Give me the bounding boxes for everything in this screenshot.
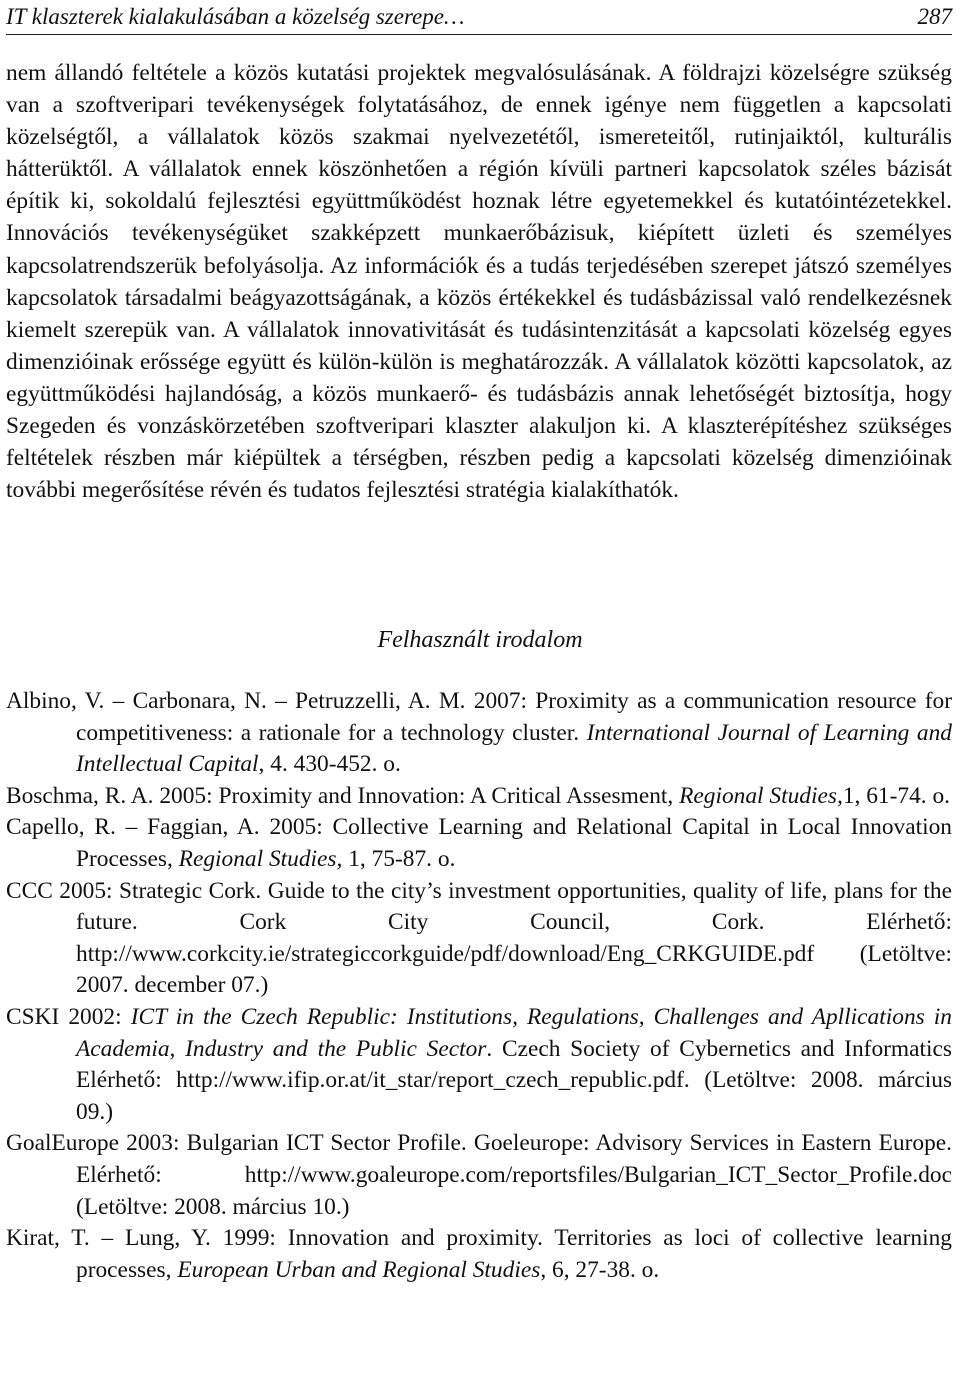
reference-text: Albino, V. – Carbonara, N. – Petruzzelli, A. M. 2007: Proximity as a communication resource for competitiveness: a rationale for a technology cluster.	[6, 688, 952, 746]
body-text	[6, 57, 952, 506]
reference-item-kirat	[6, 1223, 952, 1286]
reference-item-boschma	[6, 781, 952, 813]
running-title: IT klaszterek kialakulásában a közelség szerepe…	[6, 4, 465, 29]
references-heading: Felhasznált irodalom	[377, 627, 583, 653]
reference-journal: International Journal of Learning and Intellectual Capital	[76, 719, 952, 778]
reference-item-goaleurope	[6, 1128, 952, 1223]
reference-journal: Regional Studies,	[178, 845, 343, 872]
reference-details: . Czech Society of Cybernetics and Informatics Elérhető: http://www.ifip.or.at/it_star/report_czech_republic.pdf. (Letöltve: 2008. március 09.)	[76, 1035, 952, 1125]
reference-details: 1, 61-74. o.	[842, 782, 951, 809]
reference-item-albino	[6, 686, 952, 781]
reference-title: ICT in the Czech Republic: Institutions, Regulations, Challenges and Apllications in Academia, Industry and the Public Sector	[76, 1003, 952, 1062]
reference-journal: European Urban and Regional Studies	[177, 1256, 541, 1283]
reference-item-ccc	[6, 876, 952, 1002]
reference-text: CSKI 2002:	[6, 1003, 131, 1030]
reference-text: Capello, R. – Faggian, A. 2005: Collective Learning and Relational Capital in Local Innovation Processes,	[6, 814, 952, 872]
reference-text: GoalEurope 2003: Bulgarian ICT Sector Profile. Goeleurope: Advisory Services in Eastern Europe. Elérhető: http://www.goaleurope.com/reportsfiles/Bulgarian_ICT_Sector_Profile.doc (Letöltve: 2008. március 10.)	[6, 1130, 952, 1220]
reference-text: CCC 2005: Strategic Cork. Guide to the city’s investment opportunities, quality of life, plans for the future. Cork City Council, Cork. Elérhető: http://www.corkcity.ie/strategiccorkguide/pdf/download/Eng_CRKGUIDE.pdf (Letöltve: 2007. december 07.)	[6, 877, 952, 999]
reference-list	[6, 686, 952, 1286]
reference-text: Kirat, T. – Lung, Y. 1999: Innovation and proximity. Territories as loci of collective learning processes,	[6, 1225, 952, 1283]
reference-item-cski	[6, 1002, 952, 1128]
reference-text: Boschma, R. A. 2005: Proximity and Innovation: A Critical Assesment,	[6, 782, 680, 809]
reference-details: 1, 75-87. o.	[342, 845, 456, 872]
reference-details: , 6, 27-38. o.	[540, 1256, 660, 1283]
page-number: 287	[917, 4, 952, 29]
running-header	[6, 2, 952, 35]
reference-journal: Regional Studies,	[679, 782, 843, 809]
reference-details: , 4. 430-452. o.	[258, 751, 401, 778]
reference-item-capello	[6, 812, 952, 875]
body-paragraph: nem állandó feltétele a közös kutatási projektek megvalósulásának. A földrajzi közelségre szükség van a szoftveripari tevékenységek folytatásához, de ennek igénye nem független a kapcsolati közelségtől, a vállalatok közös szakmai nyelvezetétől, ismereteitől, rutinjaiktól, kulturális hátterüktől. A vállalatok ennek köszönhetően a régión kívüli partneri kapcsolatok széles bázisát építik ki, sokoldalú fejlesztési együttműködést hoznak létre egyetemekkel és kutatóintézetekkel. Innovációs tevékenységüket szakképzett munkaerőbázisuk, kiépített üzleti és személyes kapcsolatrendszerük befolyásolja. Az információk és a tudás terjedésében szerepet játszó személyes kapcsolatok társadalmi beágyazottságának, a közös értékekkel és tudásbázissal való rendelkezésnek kiemelt szerepük van. A vállalatok innovativitását és tudásintenzitását a kapcsolati közelség egyes dimenzióinak erőssége együtt és külön-külön is meghatározzák. A vállalatok közötti kapcsolatok, az együttműködési hajlandóság, a közös munkaerő- és tudásbázis annak lehetőségét biztosítja, hogy Szegeden és vonzáskörzetében szoftveripari klaszter alakuljon ki. A klaszterépítéshez szükséges feltételek részben már kiépültek a térségben, részben pedig a kapcsolati közelség dimenzióinak további megerősítése révén és tudatos fejlesztési stratégia kialakíthatók.	[6, 60, 952, 504]
